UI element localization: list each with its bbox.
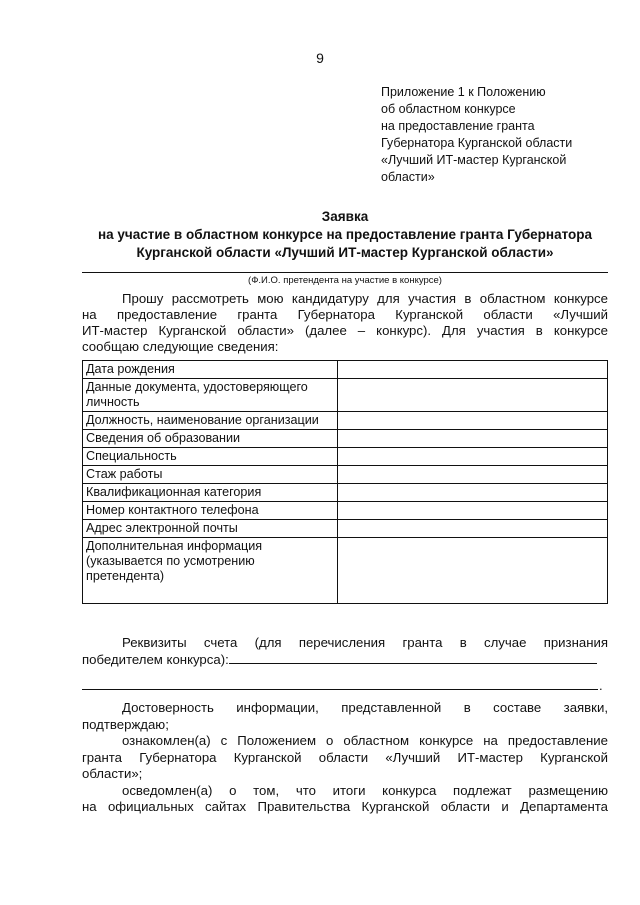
annex-line: Приложение 1 к Положению [381, 85, 546, 99]
table-row [83, 502, 608, 520]
row-value-cell[interactable] [338, 412, 608, 430]
table-row [83, 520, 608, 538]
row-value-cell[interactable] [338, 520, 608, 538]
table-row [83, 466, 608, 484]
row-label: Номер контактного телефона [83, 502, 338, 520]
fio-caption: (Ф.И.О. претендента на участие в конкурсе) [248, 275, 442, 286]
row-label: Квалификационная категория [83, 484, 338, 502]
table-row [83, 361, 608, 379]
requisites-line: Реквизиты счета (для перечисления гранта в случае признания [122, 635, 608, 650]
row-label: Адрес электронной почты [83, 520, 338, 538]
row-label: Дата рождения [83, 361, 338, 379]
page-number: 9 [316, 50, 324, 66]
row-value-cell[interactable] [338, 448, 608, 466]
row-label: Данные документа, удостоверяющего личность [83, 379, 338, 412]
table-row [83, 484, 608, 502]
row-value-cell[interactable] [338, 466, 608, 484]
row-label: Стаж работы [83, 466, 338, 484]
table-row [83, 538, 608, 604]
fio-underline[interactable] [82, 272, 608, 273]
table-row [83, 379, 608, 412]
row-label: Сведения об образовании [83, 430, 338, 448]
requisites-label: победителем конкурса): [82, 652, 229, 667]
row-value-cell[interactable] [338, 430, 608, 448]
requisites-underline[interactable] [229, 651, 597, 664]
intro-line: сообщаю следующие сведения: [82, 339, 279, 354]
title-line: Заявка [321, 209, 369, 224]
title-line: на участие в областном конкурсе на предоставление гранта Губернатора [97, 227, 593, 242]
annex-line: «Лучший ИТ-мастер Курганской [381, 153, 567, 167]
table-row [83, 448, 608, 466]
requisites-paragraph [82, 634, 608, 668]
intro-line: ИТ-мастер Курганской области» (далее – конкурс). Для участия в конкурсе [82, 323, 608, 338]
confirm-line: ознакомлен(а) с Положением о областном конкурсе на предоставление [122, 733, 608, 748]
confirm-line: подтверждаю; [82, 716, 169, 732]
intro-paragraph [82, 291, 608, 355]
row-label: Должность, наименование организации [83, 412, 338, 430]
row-value-cell[interactable] [338, 502, 608, 520]
annex-line: области» [381, 170, 435, 184]
applicant-info-table [82, 360, 608, 604]
row-value-cell[interactable] [338, 361, 608, 379]
confirm-line: гранта Губернатора Курганской области «Лучший ИТ-мастер Курганской [82, 749, 608, 765]
table-row [83, 412, 608, 430]
requisites-underline-2[interactable] [82, 689, 598, 690]
confirmation-block [82, 700, 608, 816]
confirm-line: на официальных сайтах Правительства Курганской области и Департамента [82, 799, 608, 814]
annex-line: об областном конкурсе [381, 102, 516, 116]
requisites-line-2 [82, 651, 608, 668]
row-label: Специальность [83, 448, 338, 466]
confirm-line: осведомлен(а) о том, что итоги конкурса подлежат размещению [122, 782, 608, 798]
row-value-cell[interactable] [338, 484, 608, 502]
intro-line: на предоставление гранта Губернатора Курганской области «Лучший [82, 307, 608, 322]
confirm-line: области»; [82, 766, 143, 781]
row-value-cell[interactable] [338, 538, 608, 604]
line-end-dot: . [599, 678, 603, 693]
confirm-line: Достоверность информации, представленной в составе заявки, [122, 700, 608, 715]
annex-note [381, 84, 572, 186]
title-line: Курганской области «Лучший ИТ-мастер Курганской области» [136, 245, 554, 260]
intro-line: Прошу рассмотреть мою кандидатуру для участия в областном конкурсе [122, 291, 608, 306]
document-title [80, 208, 610, 262]
row-label: Дополнительная информация (указывается по усмотрению претендента) [83, 538, 338, 604]
annex-line: на предоставление гранта [381, 119, 535, 133]
row-value-cell[interactable] [338, 379, 608, 412]
table-row [83, 430, 608, 448]
annex-line: Губернатора Курганской области [381, 136, 573, 150]
